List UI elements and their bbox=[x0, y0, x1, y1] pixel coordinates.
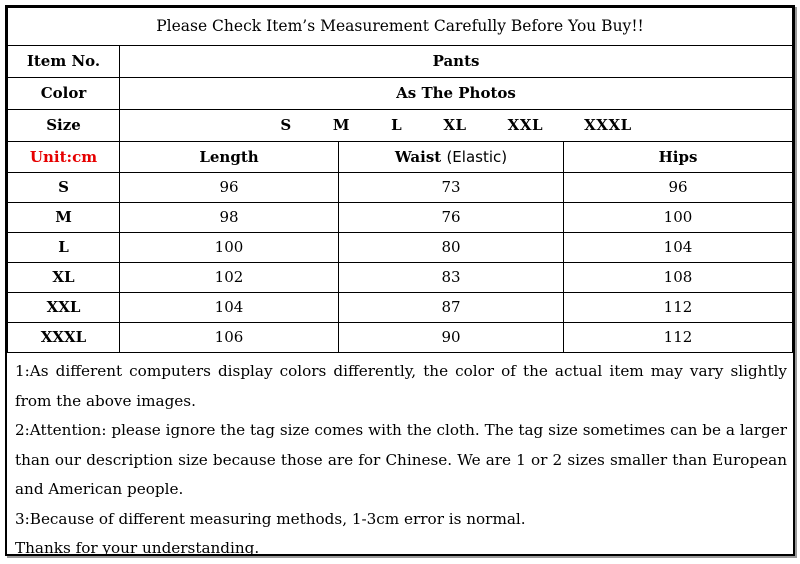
note-measuring-error: 3:Because of different measuring methods, 1-3cm error is normal. bbox=[15, 509, 526, 528]
row-hips: 108 bbox=[564, 263, 793, 293]
row-waist: 90 bbox=[339, 323, 564, 353]
table-row bbox=[8, 293, 793, 323]
row-waist: 80 bbox=[339, 233, 564, 263]
size-value: S M L XL XXL XXXL bbox=[120, 110, 793, 142]
size-chart bbox=[5, 5, 795, 556]
unit-label: Unit:cm bbox=[8, 142, 120, 173]
row-waist: 76 bbox=[339, 203, 564, 233]
row-hips: 100 bbox=[564, 203, 793, 233]
notes-section bbox=[7, 353, 793, 564]
row-size: S bbox=[8, 173, 120, 203]
row-length: 104 bbox=[120, 293, 339, 323]
column-header-length: Length bbox=[120, 142, 339, 173]
title-row bbox=[8, 8, 793, 46]
note-color-variation: 1:As different computers display colors differently, the color of the actual item may vary slightly from the above images. bbox=[15, 362, 787, 410]
row-length: 96 bbox=[120, 173, 339, 203]
color-row bbox=[8, 78, 793, 110]
table-row bbox=[8, 323, 793, 353]
row-hips: 96 bbox=[564, 173, 793, 203]
row-size: M bbox=[8, 203, 120, 233]
item-label: Item No. bbox=[8, 46, 120, 78]
table-row bbox=[8, 263, 793, 293]
row-length: 98 bbox=[120, 203, 339, 233]
row-size: L bbox=[8, 233, 120, 263]
size-label: Size bbox=[8, 110, 120, 142]
row-size: XL bbox=[8, 263, 120, 293]
column-header-row bbox=[8, 142, 793, 173]
row-waist: 83 bbox=[339, 263, 564, 293]
item-value: Pants bbox=[120, 46, 793, 78]
color-value: As The Photos bbox=[120, 78, 793, 110]
row-length: 102 bbox=[120, 263, 339, 293]
table-row bbox=[8, 173, 793, 203]
row-waist: 73 bbox=[339, 173, 564, 203]
note-tag-size: 2:Attention: please ignore the tag size comes with the cloth. The tag size sometimes can be a larger than our description size because those are for Chinese. We are 1 or 2 sizes smaller than European and American people. bbox=[15, 421, 787, 498]
row-length: 100 bbox=[120, 233, 339, 263]
waist-elastic-note: (Elastic) bbox=[446, 147, 508, 166]
row-hips: 112 bbox=[564, 323, 793, 353]
color-label: Color bbox=[8, 78, 120, 110]
table-row bbox=[8, 203, 793, 233]
row-length: 106 bbox=[120, 323, 339, 353]
waist-label-text: Waist bbox=[394, 147, 442, 166]
row-waist: 87 bbox=[339, 293, 564, 323]
measurement-table bbox=[7, 7, 793, 353]
row-hips: 112 bbox=[564, 293, 793, 323]
note-thanks: Thanks for your understanding. bbox=[15, 539, 260, 557]
row-size: XXL bbox=[8, 293, 120, 323]
row-hips: 104 bbox=[564, 233, 793, 263]
size-row bbox=[8, 110, 793, 142]
column-header-waist bbox=[339, 142, 564, 173]
table-row bbox=[8, 233, 793, 263]
item-row bbox=[8, 46, 793, 78]
page-title: Please Check Item’s Measurement Carefully Before You Buy!! bbox=[8, 8, 793, 46]
row-size: XXXL bbox=[8, 323, 120, 353]
column-header-hips: Hips bbox=[564, 142, 793, 173]
